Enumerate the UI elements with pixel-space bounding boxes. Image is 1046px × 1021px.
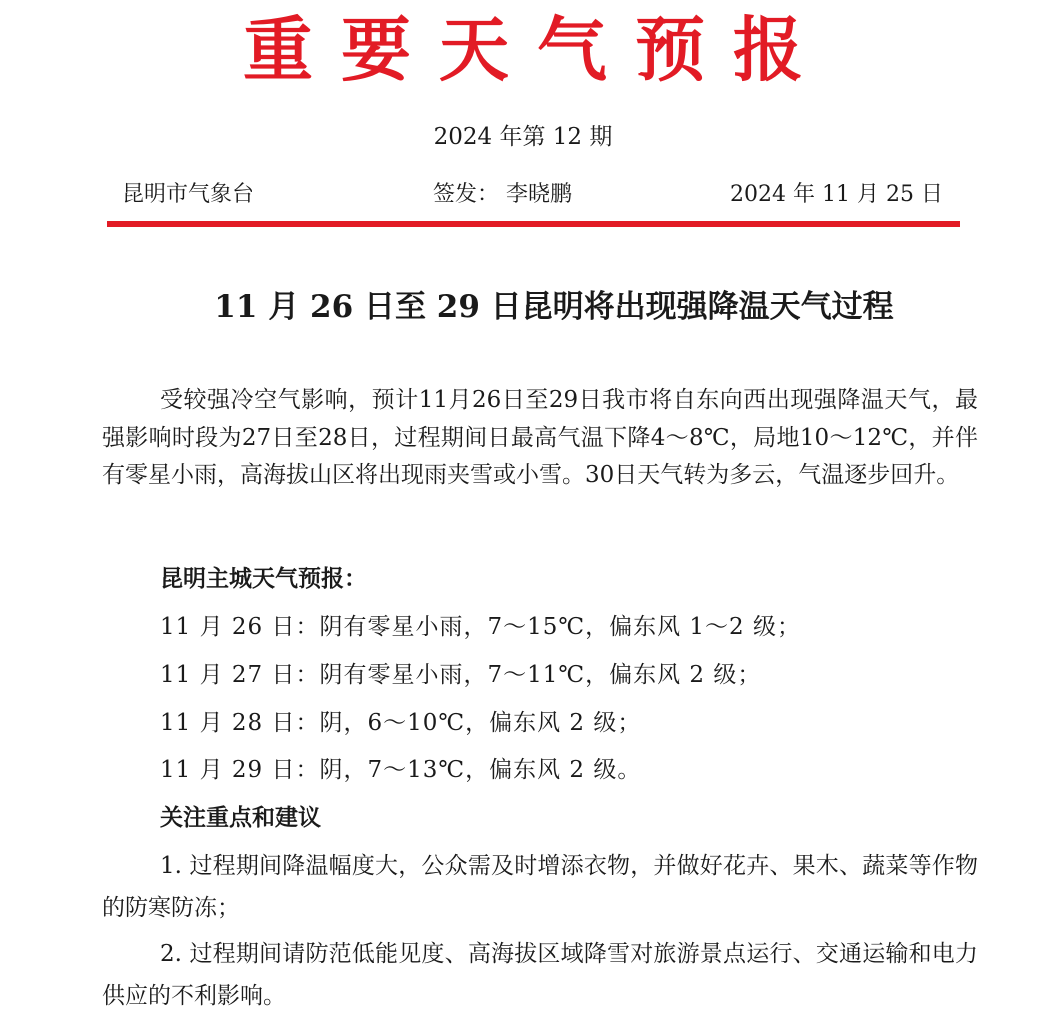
forecast-heading: 昆明主城天气预报： bbox=[160, 565, 367, 592]
signer: 签发： 李晓鹏 bbox=[433, 182, 572, 207]
summary-paragraph: 受较强冷空气影响，预计11月26日至29日我市将自东向西出现强降温天气，最强影响时段为27日至28日，过程期间日最高气温下降4～8℃，局地10～12℃，并伴有零星小雨，高海拔山区将出现雨夹雪或小雪。30日天气转为多云，气温逐步回升。 bbox=[102, 387, 978, 488]
issue-date: 2024 年 11 月 25 日 bbox=[730, 182, 943, 207]
advice-heading: 关注重点和建议 bbox=[160, 804, 321, 831]
advice-item: 2. 过程期间请防范低能见度、高海拔区域降雪对旅游景点运行、交通运输和电力供应的不利影响。 bbox=[102, 941, 978, 1009]
issue-number: 2024 年第 12 期 bbox=[433, 124, 613, 150]
advice-item: 1. 过程期间降温幅度大，公众需及时增添衣物，并做好花卉、果木、蔬菜等作物的防寒防冻； bbox=[102, 853, 978, 921]
red-divider bbox=[107, 221, 960, 227]
issuing-office: 昆明市气象台 bbox=[122, 182, 255, 207]
masthead-title: 重要天气预报 bbox=[243, 9, 831, 91]
forecast-day: 11 月 26 日：阴有零星小雨，7～15℃，偏东风 1～2 级； bbox=[160, 614, 801, 640]
forecast-day: 11 月 28 日：阴，6～10℃，偏东风 2 级； bbox=[160, 710, 642, 736]
forecast-day: 11 月 29 日：阴，7～13℃，偏东风 2 级。 bbox=[160, 757, 642, 783]
forecast-day: 11 月 27 日：阴有零星小雨，7～11℃，偏东风 2 级； bbox=[160, 662, 762, 688]
headline: 11 月 26 日至 29 日昆明将出现强降温天气过程 bbox=[214, 289, 894, 325]
